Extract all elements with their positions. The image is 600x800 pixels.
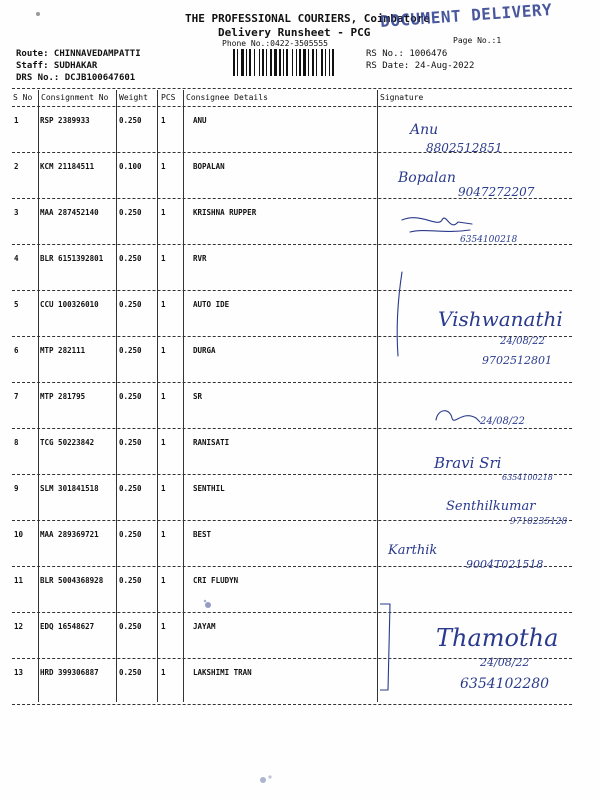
cell-weight: 0.250 [119,576,142,585]
cell-consignment: KCM 21184511 [40,162,95,171]
rs-number: RS No.: 1006476 [366,49,448,59]
cell-weight: 0.100 [119,162,142,171]
svg-text:Anu: Anu [410,122,439,138]
barcode-bar [270,49,272,76]
barcode-bar [332,49,334,76]
cell-weight: 0.250 [119,622,142,631]
cell-weight: 0.250 [119,116,142,125]
svg-text:6354102280: 6354102280 [460,676,550,692]
barcode-bar [262,49,264,76]
barcode-bar [286,49,288,76]
cell-sno: 8 [14,438,19,447]
cell-pcs: 1 [161,530,166,539]
barcode-image [233,49,357,76]
svg-text:Bopalan: Bopalan [398,170,456,186]
cell-weight: 0.250 [119,438,142,447]
signature-9 [380,494,580,538]
col-header-pcs: PCS [161,93,176,102]
barcode-bar [303,49,306,76]
cell-consignment: MTP 281795 [40,392,86,401]
cell-weight: 0.250 [119,530,142,539]
cell-sno: 10 [14,530,24,539]
svg-text:Senthilkumar: Senthilkumar [446,499,536,514]
cell-sno: 1 [14,116,19,125]
svg-text:24/08/22: 24/08/22 [480,416,525,427]
col-header-consignee: Consignee Details [186,93,268,102]
cell-consignment: BLR 5004368928 [40,576,104,585]
signature-8 [380,446,580,490]
cell-consignee: AUTO IDE [193,300,230,309]
barcode-bar [233,49,235,76]
cell-consignment: MTP 282111 [40,346,86,355]
barcode-bar [312,49,314,76]
cell-consignee: SENTHIL [193,484,225,493]
cell-weight: 0.250 [119,208,142,217]
cell-pcs: 1 [161,300,166,309]
signature-12 [380,610,580,654]
barcode-bar [296,49,297,76]
cell-weight: 0.250 [119,254,142,263]
svg-text:24/08/22: 24/08/22 [480,656,530,669]
col-header-sno: S No [13,93,33,102]
cell-weight: 0.250 [119,484,142,493]
cell-pcs: 1 [161,668,166,677]
signature-10 [380,534,580,578]
barcode-bar [308,49,309,76]
scan-speck [32,8,44,20]
signature-2 [380,162,580,206]
cell-pcs: 1 [161,208,166,217]
cell-pcs: 1 [161,622,166,631]
cell-consignee: LAKSHIMI TRAN [193,668,252,677]
svg-text:9004T021518: 9004T021518 [466,558,544,571]
cell-consignment: RSP 2389933 [40,116,90,125]
signature-1 [380,118,580,162]
phone-number: Phone No.:0422-3505555 [222,39,328,48]
signature-13 [380,650,580,694]
barcode-bar [246,49,247,76]
staff-label: Staff: SUDHAKAR [16,61,98,71]
rs-date: RS Date: 24-Aug-2022 [366,61,475,71]
cell-pcs: 1 [161,484,166,493]
cell-pcs: 1 [161,438,166,447]
svg-text:24/08/22: 24/08/22 [500,336,545,347]
cell-consignee: BEST [193,530,212,539]
barcode-bar [259,49,260,76]
table-row [0,254,600,266]
cell-consignee: ANU [193,116,207,125]
cell-consignment: MAA 289369721 [40,530,99,539]
cell-sno: 7 [14,392,19,401]
cell-sno: 12 [14,622,24,631]
barcode-bar [241,49,244,76]
cell-consignee: RANISATI [193,438,230,447]
cell-consignment: CCU 100326010 [40,300,99,309]
cell-pcs: 1 [161,346,166,355]
cell-consignment: MAA 287452140 [40,208,99,217]
cell-consignee: CRI FLUDYN [193,576,239,585]
barcode-bar [279,49,281,76]
svg-text:8802512851: 8802512851 [426,141,503,155]
company-title: THE PROFESSIONAL COURIERS, Coimbatore [185,12,431,25]
barcode-bar [325,49,326,76]
cell-consignee: DURGA [193,346,216,355]
scan-speck [200,596,216,614]
cell-consignment: SLM 301841518 [40,484,99,493]
barcode-bar [274,49,277,76]
barcode-bar [283,49,284,76]
cell-consignment: HRD 399306887 [40,668,99,677]
cell-sno: 6 [14,346,19,355]
scan-speck [255,772,277,786]
cell-consignee: JAYAM [193,622,216,631]
barcode-bar [292,49,293,76]
cell-consignee: BOPALAN [193,162,225,171]
cell-sno: 5 [14,300,19,309]
signature-6 [380,330,580,374]
cell-sno: 4 [14,254,19,263]
barcode-bar [299,49,301,76]
barcode-bar [321,49,323,76]
cell-sno: 11 [14,576,24,585]
cell-consignment: BLR 6151392801 [40,254,104,263]
svg-text:9047272207: 9047272207 [458,185,535,199]
barcode-bar [249,49,251,76]
cell-weight: 0.250 [119,300,142,309]
barcode-bar [329,49,330,76]
drs-number: DRS No.: DCJB100647601 [16,73,136,83]
table-top-rule [12,88,572,89]
barcode-bar [237,49,238,76]
route-label: Route: CHINNAVEDAMPATTI [16,49,141,59]
cell-consignment: TCG 50223842 [40,438,95,447]
svg-text:Bravi Sri: Bravi Sri [434,454,502,472]
cell-pcs: 1 [161,576,166,585]
page-number: Page No.:1 [453,36,502,45]
svg-text:6354100218: 6354100218 [502,473,553,482]
signature-5 [380,290,580,334]
barcode-bar [254,49,255,76]
cell-pcs: 1 [161,392,166,401]
cell-pcs: 1 [161,116,166,125]
document-delivery-stamp: DOCUMENT DELIVERY [379,0,553,31]
cell-weight: 0.250 [119,346,142,355]
barcode-bar [266,49,267,76]
header-bottom-rule [12,106,572,107]
cell-consignee: KRISHNA RUPPER [193,208,257,217]
cell-consignee: SR [193,392,203,401]
svg-text:9702512801: 9702512801 [482,354,552,367]
cell-weight: 0.250 [119,668,142,677]
row-divider [12,382,572,383]
cell-sno: 13 [14,668,24,677]
cell-sno: 3 [14,208,19,217]
cell-pcs: 1 [161,162,166,171]
svg-text:6354100218: 6354100218 [460,235,518,245]
svg-text:Vishwanathi: Vishwanathi [438,307,563,331]
row-divider [12,704,572,705]
svg-text:Thamotha: Thamotha [436,624,559,652]
runsheet-subtitle: Delivery Runsheet - PCG [218,26,371,39]
signature-3 [380,206,580,250]
col-header-signature: Signature [380,93,424,102]
col-header-consignment: Consignment No [41,93,109,102]
col-header-weight: Weight [119,93,148,102]
cell-weight: 0.250 [119,392,142,401]
signature-7 [380,398,580,442]
svg-text:9710235128: 9710235128 [510,517,568,527]
cell-sno: 9 [14,484,19,493]
cell-consignment: EDQ 16548627 [40,622,95,631]
cell-sno: 2 [14,162,19,171]
barcode-bar [316,49,317,76]
svg-text:Karthik: Karthik [388,543,438,558]
cell-pcs: 1 [161,254,166,263]
cell-consignee: RVR [193,254,207,263]
